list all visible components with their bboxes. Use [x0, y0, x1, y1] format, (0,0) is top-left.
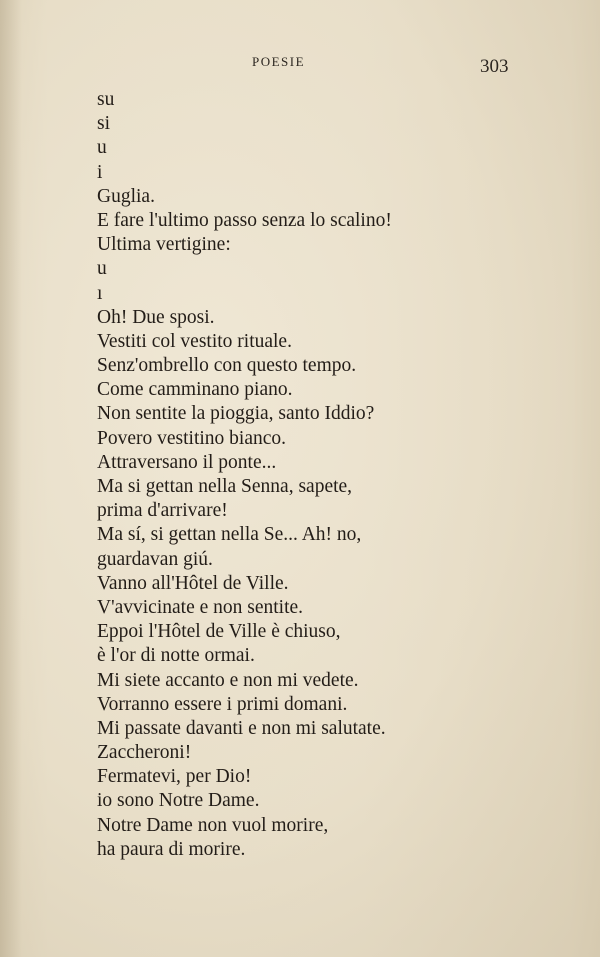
poem-line: su [97, 89, 115, 110]
poem-line: Ultima vertigine: [97, 234, 231, 256]
poem-line: Vanno all'Hôtel de Ville. [97, 572, 289, 594]
poem-line: Guglia. [97, 185, 155, 207]
poem-line: Mi siete accanto e non mi vedete. [97, 669, 359, 691]
poem-line: Non sentite la pioggia, santo Iddio? [97, 403, 375, 425]
poem-line: u [97, 137, 107, 159]
poem-line: prima d'arrivare! [97, 500, 228, 522]
poem-line: Come camminano piano. [97, 379, 293, 401]
poem-line: Oh! Due sposi. [97, 306, 215, 328]
poem-line: Vorranno essere i primi domani. [97, 693, 348, 715]
poem-line: si [97, 113, 111, 135]
poem-line: Senz'ombrello con questo tempo. [97, 355, 357, 377]
poem-text [97, 88, 392, 862]
page-number: 303 [480, 56, 509, 77]
poem-line: ı [97, 282, 103, 304]
poem-line: Vestiti col vestito rituale. [97, 330, 292, 352]
poem-line: Attraversano il ponte... [97, 451, 277, 473]
poem-line: io sono Notre Dame. [97, 790, 260, 812]
page-gutter-shadow [0, 0, 22, 957]
poem-line: Povero vestitino bianco. [97, 427, 287, 449]
running-header: POESIE [252, 54, 306, 69]
poem-line: Zaccheroni! [97, 742, 192, 764]
poem-line: Ma sí, si gettan nella Se... Ah! no, [97, 524, 362, 546]
poem-line: Ma si gettan nella Senna, sapete, [97, 476, 353, 497]
poem-line: V'avvicinate e non sentite. [97, 596, 304, 618]
poem-line: Notre Dame non vuol morire, [97, 814, 329, 836]
poem-line: ha paura di morire. [97, 838, 246, 860]
poem-line: u [97, 258, 107, 280]
poem-line: E fare l'ultimo passo senza lo scalino! [97, 209, 392, 231]
poem-line: Eppoi l'Hôtel de Ville è chiuso, [97, 621, 341, 643]
poem-line: Fermatevi, per Dio! [97, 766, 252, 788]
poem-line: è l'or di notte ormai. [97, 645, 255, 667]
poem-line: guardavan giú. [97, 548, 213, 570]
poem-line: i [97, 161, 103, 183]
poem-line: Mi passate davanti e non mi salutate. [97, 717, 386, 739]
